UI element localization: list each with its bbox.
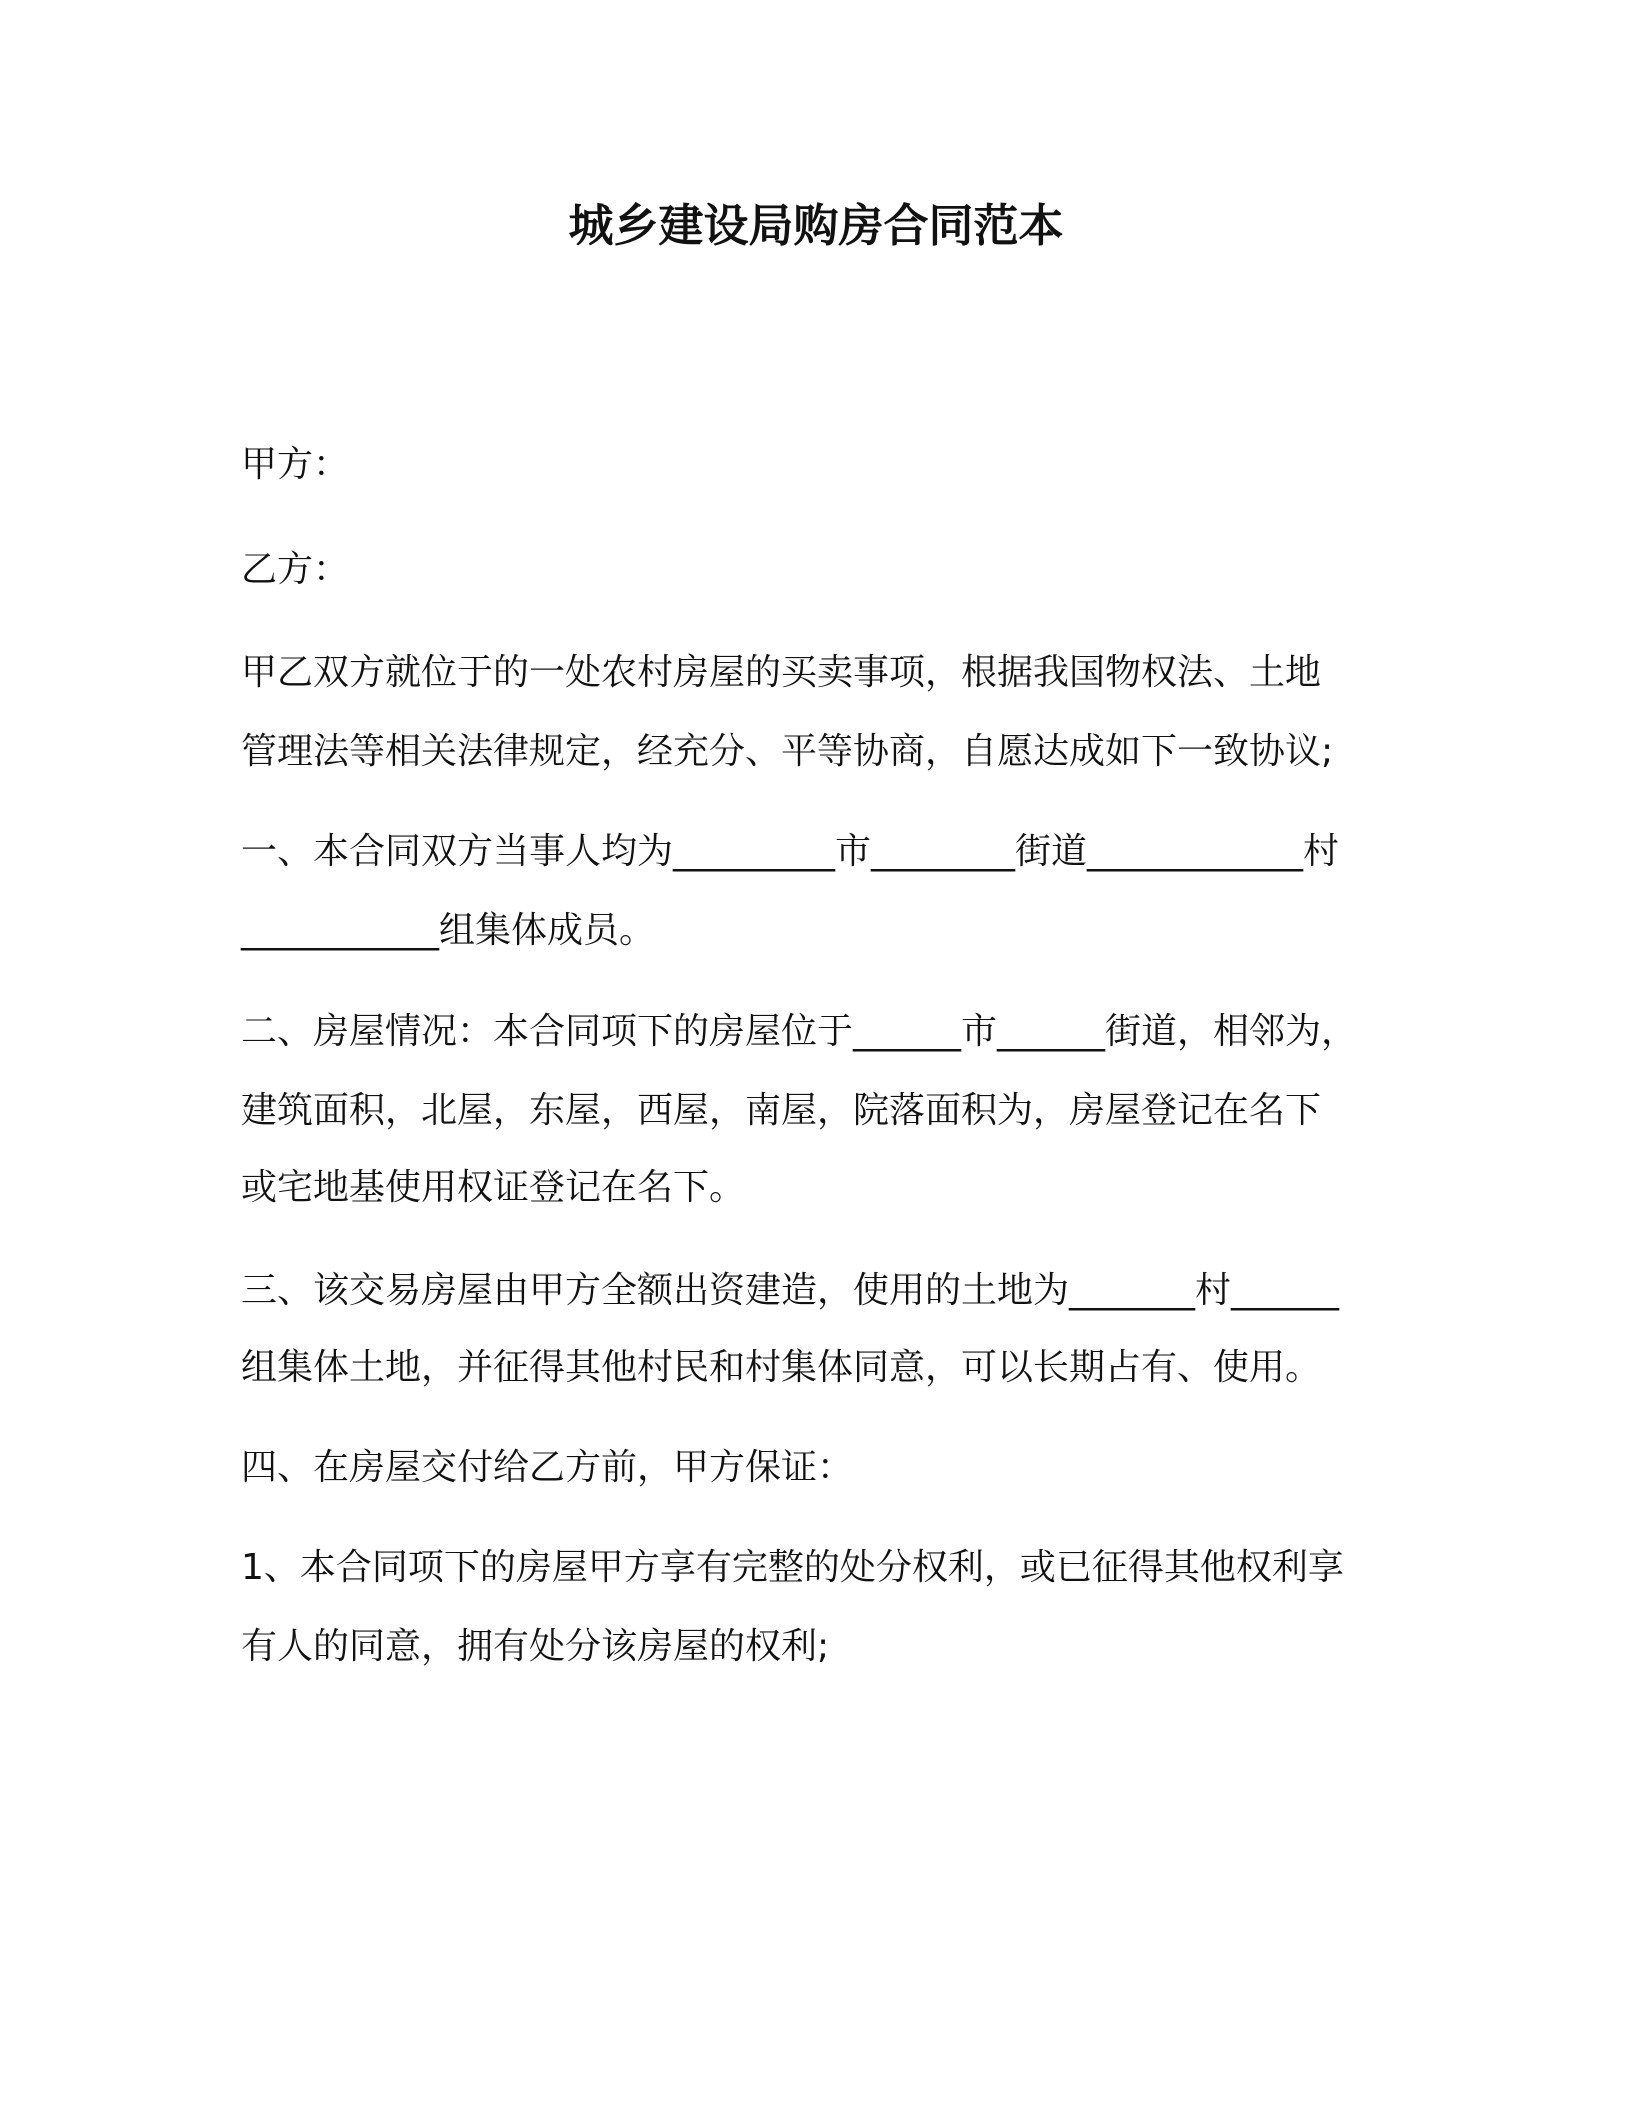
clause-3-line-2: 组集体土地，并征得其他村民和村集体同意，可以长期占有、使用。 [241,1347,1322,1388]
clause-3-line-1: 三、该交易房屋由甲方全额出资建造，使用的土地为_______村______ [241,1270,1340,1311]
clause-4-item-1-line-1: 1、本合同项下的房屋甲方享有完整的处分权利，或已征得其他权利享 [241,1547,1344,1588]
clause-4-heading: 四、在房屋交付给乙方前，甲方保证： [241,1447,854,1488]
clause-4-item-1-line-2: 有人的同意，拥有处分该房屋的权利; [241,1626,830,1667]
party-a-line: 甲方： [241,444,350,485]
clause-2-line-3: 或宅地基使用权证登记在名下。 [241,1167,746,1208]
party-b-line: 乙方： [241,549,350,590]
clause-1-line-2: ___________组集体成员。 [241,910,656,951]
clause-2-line-2: 建筑面积，北屋，东屋，西屋，南屋，院落面积为，房屋登记在名下 [241,1090,1322,1131]
document-title: 城乡建设局购房合同范本 [568,199,1064,252]
preamble-line-1: 甲乙双方就位于的一处农村房屋的买卖事项，根据我国物权法、土地 [241,652,1322,693]
clause-1-line-1: 一、本合同双方当事人均为_________市________街道____________村 [241,831,1340,872]
clause-2-line-1: 二、房屋情况：本合同项下的房屋位于______市______街道，相邻为， [241,1011,1358,1052]
preamble-line-2: 管理法等相关法律规定，经充分、平等协商，自愿达成如下一致协议; [241,731,1334,772]
